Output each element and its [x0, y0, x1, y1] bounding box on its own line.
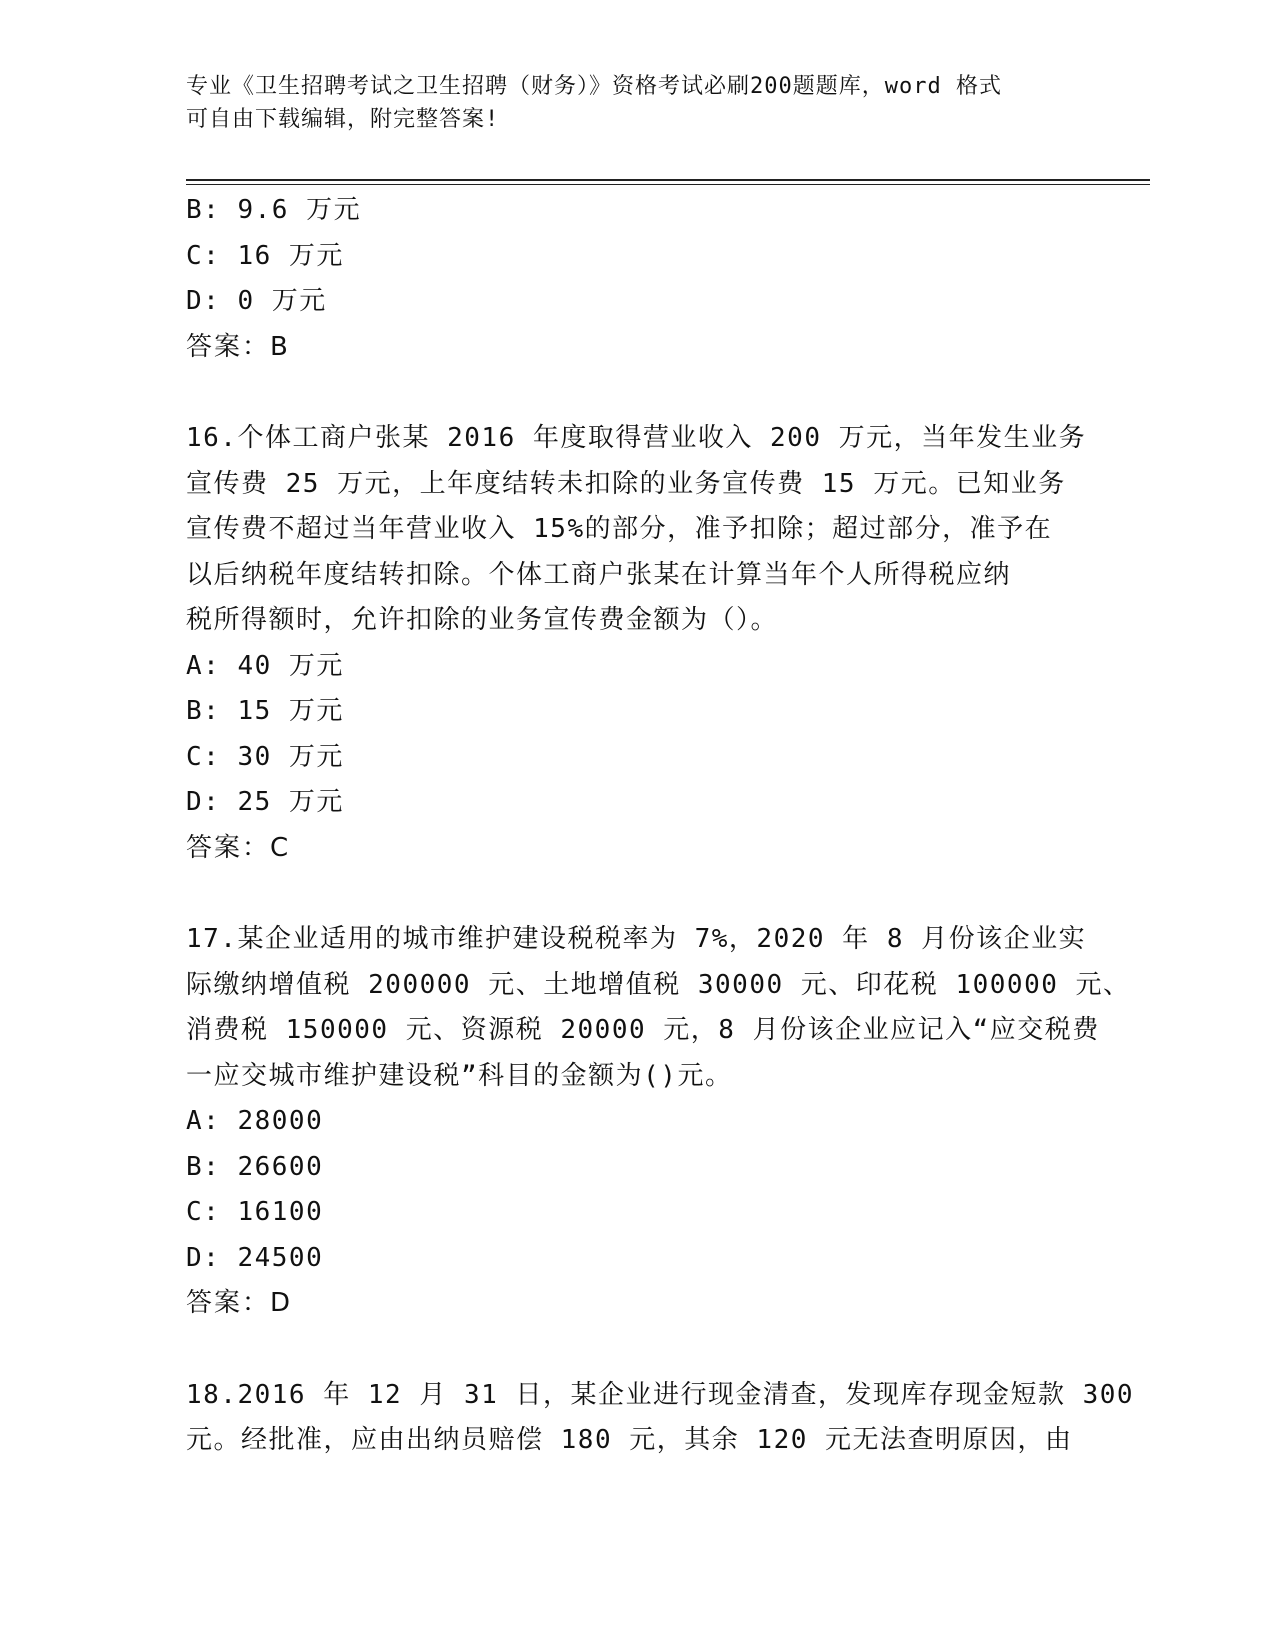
- document-header: [186, 70, 1066, 136]
- header-rule-thin: [186, 184, 1150, 185]
- question-text-line: 宣传费 25 万元，上年度结转未扣除的业务宣传费 15 万元。已知业务: [186, 468, 1066, 499]
- header-rule-thick: [186, 179, 1150, 181]
- header-line-1: 专业《卫生招聘考试之卫生招聘（财务）》资格考试必刷200题题库，word 格式: [186, 74, 1002, 99]
- question-text-line: 以后纳税年度结转扣除。个体工商户张某在计算当年个人所得税应纳: [186, 559, 1012, 590]
- question-text-line: 元。经批准，应由出纳员赔偿 180 元，其余 120 元无法查明原因，由: [186, 1425, 1073, 1455]
- question-text-line: 17.某企业适用的城市维护建设税税率为 7%，2020 年 8 月份该企业实: [186, 924, 1087, 954]
- option-a: A: 28000: [186, 1106, 324, 1136]
- option-c: C: 16 万元: [186, 240, 344, 271]
- option-a: A: 40 万元: [186, 650, 344, 681]
- question-text-line: 16.个体工商户张某 2016 年度取得营业收入 200 万元，当年发生业务: [186, 423, 1087, 453]
- answer: 答案：B: [186, 331, 290, 362]
- answer: 答案：C: [186, 832, 291, 863]
- question-text-line: 宣传费不超过当年营业收入 15%的部分，准予扣除；超过部分，准予在: [186, 514, 1053, 544]
- question-text-line: 一应交城市维护建设税”科目的金额为()元。: [186, 1060, 733, 1091]
- option-d: D: 24500: [186, 1242, 324, 1273]
- option-c: C: 16100: [186, 1197, 324, 1227]
- document-body: [186, 188, 1135, 1464]
- header-line-2: 可自由下载编辑，附完整答案!: [186, 107, 500, 132]
- question-text-line: 消费税 150000 元、资源税 20000 元，8 月份该企业应记入“应交税费: [186, 1015, 1100, 1045]
- prev-question: [186, 188, 1086, 370]
- question-16: [186, 416, 1086, 871]
- option-d: D: 25 万元: [186, 787, 344, 817]
- question-17: [186, 917, 1131, 1327]
- question-text-line: 18.2016 年 12 月 31 日，某企业进行现金清查，发现库存现金短款 300: [186, 1379, 1135, 1410]
- answer: 答案：D: [186, 1288, 293, 1318]
- option-c: C: 30 万元: [186, 741, 344, 772]
- option-b: B: 26600: [186, 1151, 324, 1182]
- option-d: D: 0 万元: [186, 286, 327, 316]
- question-text-line: 税所得额时，允许扣除的业务宣传费金额为（）。: [186, 605, 779, 635]
- question-18: [186, 1373, 1135, 1464]
- question-text-line: 际缴纳增值税 200000 元、土地增值税 30000 元、印花税 100000 元、: [186, 969, 1131, 1000]
- option-b: B: 9.6 万元: [186, 195, 362, 225]
- option-b: B: 15 万元: [186, 696, 344, 726]
